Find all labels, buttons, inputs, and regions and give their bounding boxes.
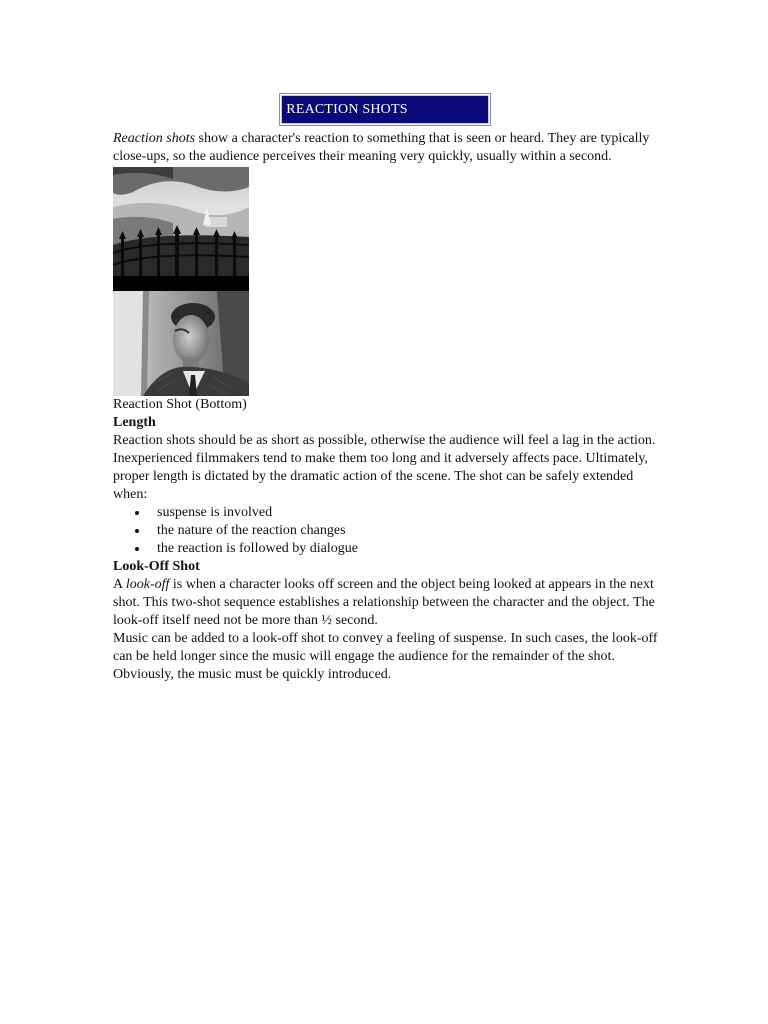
length-paragraph: Reaction shots should be as short as possible, otherwise the audience will feel a lag in the action. Inexperienced filmmakers tend to make them too long and it adversely affects pace. Ultimately, proper length is dictated by the dramatic action of the scene. The shot can be safely extended when: bbox=[113, 433, 656, 502]
reaction-shot-image bbox=[113, 291, 249, 396]
establishing-shot-image bbox=[113, 167, 249, 276]
document-body bbox=[113, 93, 658, 684]
list-item: the nature of the reaction changes bbox=[157, 522, 658, 540]
title-box bbox=[279, 93, 490, 126]
look-off-text: is when a character looks off screen and the object being looked at appears in the next shot. This two-shot sequence establishes a relationship between the character and the object. The look-off itself need not be more than ½ second. bbox=[113, 577, 655, 628]
list-item: the reaction is followed by dialogue bbox=[157, 540, 658, 558]
reaction-shot-images bbox=[113, 167, 249, 396]
intro-text: show a character's reaction to something that is seen or heard. They are typically close-ups, so the audience perceives their meaning very quickly, usually within a second. bbox=[113, 131, 650, 164]
image-caption: Reaction Shot (Bottom) bbox=[113, 397, 247, 412]
look-off-term: look-off bbox=[125, 577, 170, 592]
intro-term: Reaction shots bbox=[113, 131, 196, 146]
length-bullet-list bbox=[113, 504, 658, 558]
look-off-paragraph-1 bbox=[113, 576, 658, 630]
list-item: suspense is involved bbox=[157, 504, 658, 522]
length-heading: Length bbox=[113, 415, 156, 430]
frame-divider bbox=[113, 276, 249, 291]
look-off-paragraph-2: Music can be added to a look-off shot to convey a feeling of suspense. In such cases, the look-off can be held longer since the music will engage the audience for the remainder of the shot. Obviously, the music must be quickly introduced. bbox=[113, 631, 658, 682]
title-container bbox=[112, 93, 658, 126]
look-off-heading: Look-Off Shot bbox=[113, 559, 200, 574]
intro-paragraph bbox=[113, 130, 658, 166]
page-title: REACTION SHOTS bbox=[281, 95, 488, 124]
look-off-prefix: A bbox=[113, 577, 126, 592]
